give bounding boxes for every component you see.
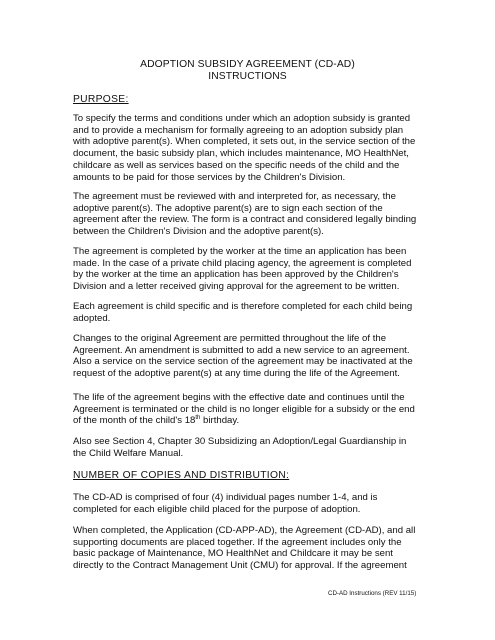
purpose-paragraph-4: Each agreement is child specific and is therefore completed for each child being adopted.	[73, 301, 413, 324]
agreement-life-superscript: th	[195, 415, 201, 422]
purpose-paragraph-3: The agreement is completed by the worker at the time an application has been made. In the case of a private child placing agency, the agreement is completed by the worker at the time an application has been approved by the Children's Division and a letter received giving approval for the agreement to be written.	[73, 246, 412, 293]
document-title: ADOPTION SUBSIDY AGREEMENT (CD-AD)	[140, 59, 355, 70]
agreement-life-paragraph	[73, 392, 418, 427]
copies-distribution-heading: NUMBER OF COPIES AND DISTRIBUTION:	[73, 470, 290, 481]
agreement-life-text-end: birthday.	[200, 415, 240, 427]
agreement-life-text: The life of the agreement begins with the effective date and continues until the Agreement is terminated or the child is no longer eligible for a subsidy or the end of the month of the child's 18	[73, 392, 415, 427]
purpose-paragraph-5: Changes to the original Agreement are permitted throughout the life of the Agreement. An amendment is submitted to add a new service to an agreement. Also a service on the service section of the agreement may be inactivated at the request of the adoptive parent(s) at any time during the life of the Agreement.	[73, 333, 413, 380]
purpose-heading: PURPOSE:	[73, 94, 129, 105]
copies-paragraph-2: When completed, the Application (CD-APP-AD), the Agreement (CD-AD), and all supporting documents are placed together. If the agreement includes only the basic package of Maintenance, MO HealthNet and Childcare it may be sent directly to the Contract Management Unit (CMU) for approval. If the agreement	[73, 525, 416, 572]
purpose-paragraph-1: To specify the terms and conditions under which an adoption subsidy is granted and to provide a mechanism for formally agreeing to an adoption subsidy plan with adoptive parent(s). When completed, it sets out, in the service section of the document, the basic subsidy plan, which includes maintenance, MO HealthNet, childcare as well as services based on the specific needs of the child and the amounts to be paid for those services by the Children's Division.	[73, 113, 416, 183]
page-footer: CD-AD Instructions (REV 11/15)	[328, 590, 417, 597]
purpose-paragraph-2: The agreement must be reviewed with and interpreted for, as necessary, the adoptive parent(s). The adoptive parent(s) are to sign each section of the agreement after the review. The form is a contract and considered legally binding between the Children's Division and the adoptive parent(s).	[73, 191, 417, 238]
copies-paragraph-1: The CD-AD is comprised of four (4) individual pages number 1-4, and is completed for each eligible child placed for the purpose of adoption.	[73, 492, 378, 515]
document-subtitle: INSTRUCTIONS	[208, 71, 287, 82]
manual-reference-paragraph: Also see Section 4, Chapter 30 Subsidizing an Adoption/Legal Guardianship in the Child Welfare Manual.	[73, 436, 407, 459]
